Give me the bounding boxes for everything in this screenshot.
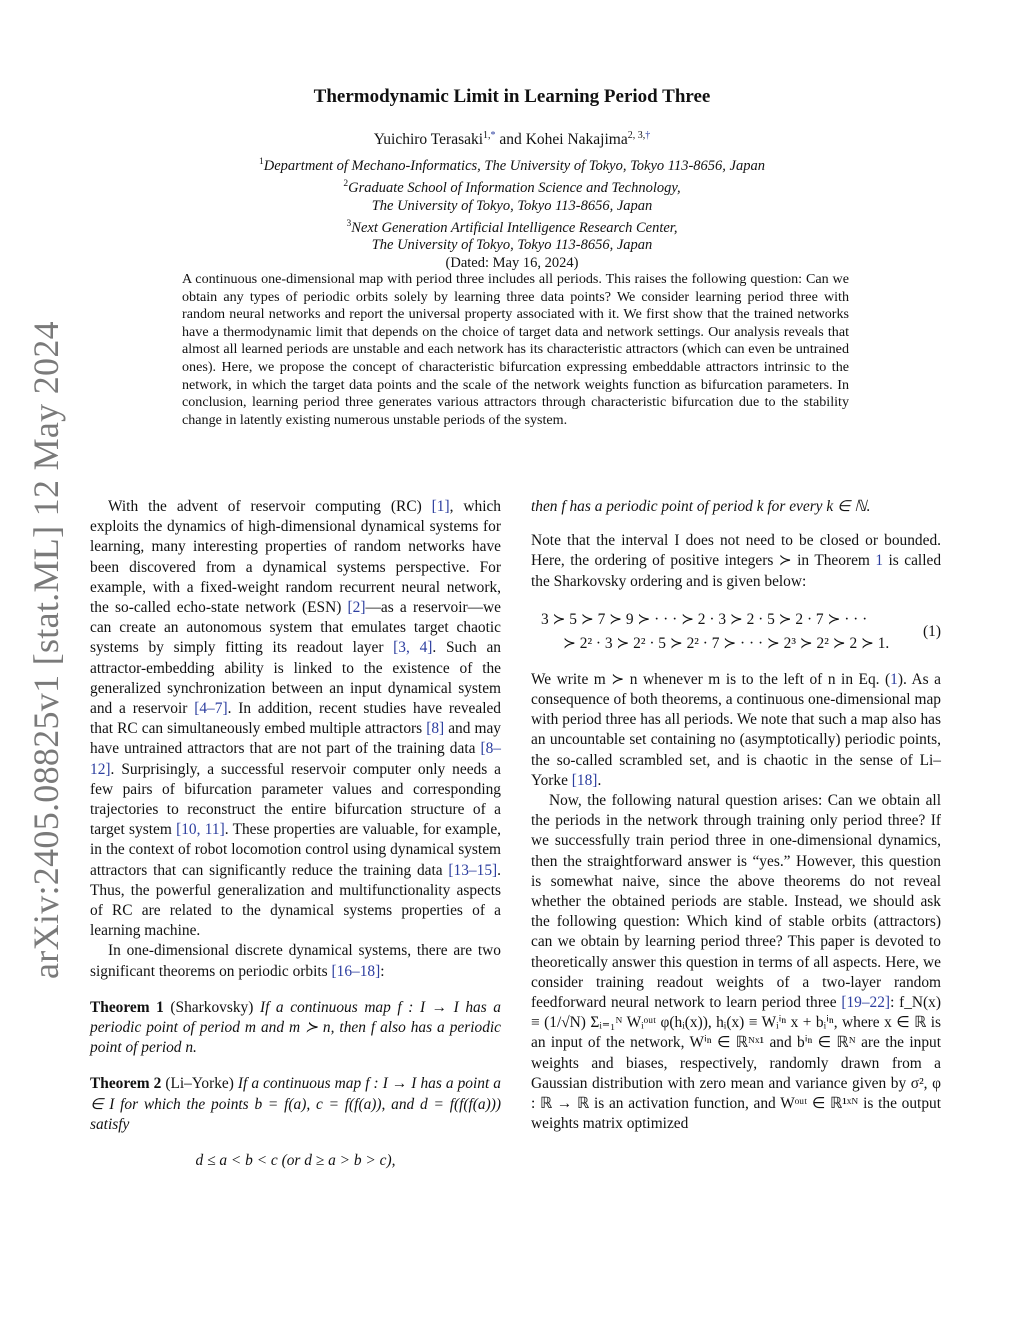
arxiv-id-text: arXiv:2405.08825v1 [stat.ML] 12 May 2024 [26, 321, 66, 979]
left-column [90, 497, 501, 1171]
theorem-2-condition: d ≤ a < b < c (or d ≥ a > b > c), [195, 1152, 396, 1170]
intro-paragraph-1: With the advent of reservoir computing (RC) [1], which exploits the dynamics of high-dimensional dynamical systems for learning, many interesting properties of random networks have been discovered from a dynamical systems perspective. For example, with a fixed-weight random recurrent neural network, the so-called echo-state network (ESN) [2]—as a reservoir—we can create an autonomous system that emulates target chaotic systems by simply fitting its readout layer [3, 4]. Such an attractor-embedding ability is linked to the existence of the generalized synchronization between an input dynamical system and a reservoir [4–7]. In addition, recent studies have revealed that RC can simultaneously embed multiple attractors [8] and may have untrained attractors that are not part of the training data [8–12]. Surprisingly, a successful reservoir computer only needs a few pairs of bifurcation parameter values and corresponding trajectories to reconstruct the entire bifurcation structure of a target system [10, 11]. These properties are valuable, for example, in the context of robot locomotion control using dynamical system attractors that can significantly reduce the training data [13–15]. Thus, the powerful generalization and multifunctionality aspects of RC are related to the dynamical systems properties of a learning machine. [90, 498, 502, 940]
affiliations [0, 153, 1024, 272]
right-column [531, 497, 941, 1134]
body-paragraph-3: Now, the following natural question arises: Can we obtain all the periods in the network through training only period three? If we successfully train period three in one-dimensional dynamics, then the straightforward answer is “yes.” However, this question is somewhat naive, since the above theorems do not reveal whether the obtained periods are stable. Instead, we should ask the following question: Which kind of stable orbits (attractors) can we obtain by learning period three? This paper is devoted to theoretically answer this question in terms of all aspects. Here, we consider training readout weights of a two-layer random feedforward neural network to learn period three [19–22]: f_N(x) ≡ (1/√N) Σᵢ₌₁ᴺ Wᵢᵒᵘᵗ φ(hᵢ(x)), hᵢ(x) ≡ Wᵢⁱⁿ x + bᵢⁱⁿ, where x ∈ ℝ is an input of the network, Wⁱⁿ ∈ ℝᴺˣ¹ and bⁱⁿ ∈ ℝᴺ are the input weights and biases, respectively, randomly drawn from a Gaussian distribution with zero mean and variance given by σ², φ : ℝ → ℝ is an activation function, and Wᵒᵘᵗ ∈ ℝ¹ˣᴺ is the output weights matrix optimized [531, 792, 941, 1133]
affiliation-1: $^1$Department of Mechano-Informatics, The University of Tokyo, Tokyo 113-8656, Japan [258, 157, 765, 174]
paper-title: Thermodynamic Limit in Learning Period Three [313, 86, 711, 107]
citation-link[interactable]: [8] [426, 720, 445, 738]
body-paragraph-2: We write m ≻ n whenever m is to the left of n in Eq. (1). As a consequence of both theorems, a continuous one-dimensional map with period three has all periods. We note that such a map also has an uncountable set containing no (asymptotically) periodic points, the so-called scrambled set, and is chaotic in the sense of Li–Yorke [18]. [531, 670, 941, 789]
theorem-2-statement: If a continuous map f : I → I has a point a ∈ I for which the points b = f(a), c = f(f(a)), and d = f(f(f(a))) satisfy [90, 1075, 501, 1133]
author-1-affil-sup: 1,* [483, 130, 496, 141]
equation-1-number: (1) [923, 622, 941, 640]
affiliation-2-cont: The University of Tokyo, Tokyo 113-8656, Japan [371, 197, 653, 214]
dated-line: (Dated: May 16, 2024) [445, 255, 579, 272]
theorem-1: Theorem 1 (Sharkovsky) If a continuous map f : I → I has a periodic point of period m and m ≻ n, then f also has a periodic point of period n. [90, 998, 501, 1057]
citation-link[interactable]: [10, 11] [176, 821, 225, 839]
equation-ref-link[interactable]: 1 [890, 670, 898, 688]
theorem-1-label: Theorem 1 [90, 998, 164, 1016]
equation-1-line-2: ≻ 2² · 3 ≻ 2² · 5 ≻ 2² · 7 ≻ · · · ≻ 2³ ≻ 2² ≻ 2 ≻ 1. [563, 634, 890, 652]
author-conjunction: and [499, 131, 522, 149]
affiliation-3: $^3$Next Generation Artificial Intelligence Research Center, [346, 218, 678, 236]
author-line [0, 130, 1024, 149]
author-1: Yuichiro Terasaki [373, 131, 484, 149]
equation-1-line-1: 3 ≻ 5 ≻ 7 ≻ 9 ≻ · · · ≻ 2 · 3 ≻ 2 · 5 ≻ 2 · 7 ≻ · · · [541, 610, 868, 628]
citation-link[interactable]: [2] [347, 599, 366, 617]
affiliation-2: $^2$Graduate School of Information Science and Technology, [343, 178, 681, 196]
equation-1 [531, 608, 941, 656]
citation-link[interactable]: [13–15] [448, 861, 498, 879]
body-paragraph-1: Note that the interval I does not need to be closed or bounded. Here, the ordering of positive integers ≻ in Theorem 1 is called the Sharkovsky ordering and is given below: [531, 532, 942, 590]
author-2-affil-sup: 2, 3,† [627, 130, 651, 141]
citation-link[interactable]: [4–7] [194, 700, 228, 718]
theorem-1-statement: If a continuous map f : I → I has a periodic point of period m and m ≻ n, then f also has a periodic point of period n. [90, 998, 501, 1057]
author-2: Kohei Nakajima [525, 131, 628, 149]
theorem-2-continuation: then f has a periodic point of period k for every k ∈ ℕ. [531, 498, 871, 515]
citation-link[interactable]: [18] [571, 771, 598, 789]
theorem-2-label: Theorem 2 [90, 1075, 162, 1093]
email-mark-link[interactable]: † [645, 130, 651, 141]
citation-link[interactable]: [1] [431, 498, 450, 515]
citation-link[interactable]: [19–22] [841, 994, 891, 1012]
citation-link[interactable]: [3, 4] [393, 639, 433, 657]
citation-link[interactable]: [8–12] [90, 740, 501, 778]
corresponding-mark-link[interactable]: * [490, 130, 496, 141]
theorem-2: Theorem 2 (Li–Yorke) If a continuous map f : I → I has a point a ∈ I for which the points b = f(a), c = f(f(a)), and d = f(f(f(a))) satisfy [90, 1075, 501, 1133]
theorem-ref-link[interactable]: 1 [875, 552, 884, 570]
abstract: A continuous one-dimensional map with period three includes all periods. This raises the following question: Can we obtain any types of periodic orbits solely by learning three data points? We consider learning period three with random neural networks and report the universal property associated with it. We first show that the trained networks have a thermodynamic limit that depends on the choice of target data and network settings. Our analysis reveals that almost all learned periods are unstable and each network has its characteristic attractors (which can even be untrained ones). Here, we propose the concept of characteristic bifurcation expressing embeddable attractors intrinsic to the network, in which the target data points and the scale of the network weights function as bifurcation parameters. In conclusion, learning period three generates various attractors through characteristic bifurcation due to the stability change in latently existing numerous unstable periods of the system. [182, 271, 849, 428]
arxiv-identifier-stamp [16, 321, 76, 979]
citation-link[interactable]: [16–18] [331, 962, 381, 980]
intro-paragraph-2: In one-dimensional discrete dynamical systems, there are two significant theorems on periodic orbits [16–18]: [90, 942, 501, 980]
affiliation-3-cont: The University of Tokyo, Tokyo 113-8656, Japan [371, 237, 653, 254]
